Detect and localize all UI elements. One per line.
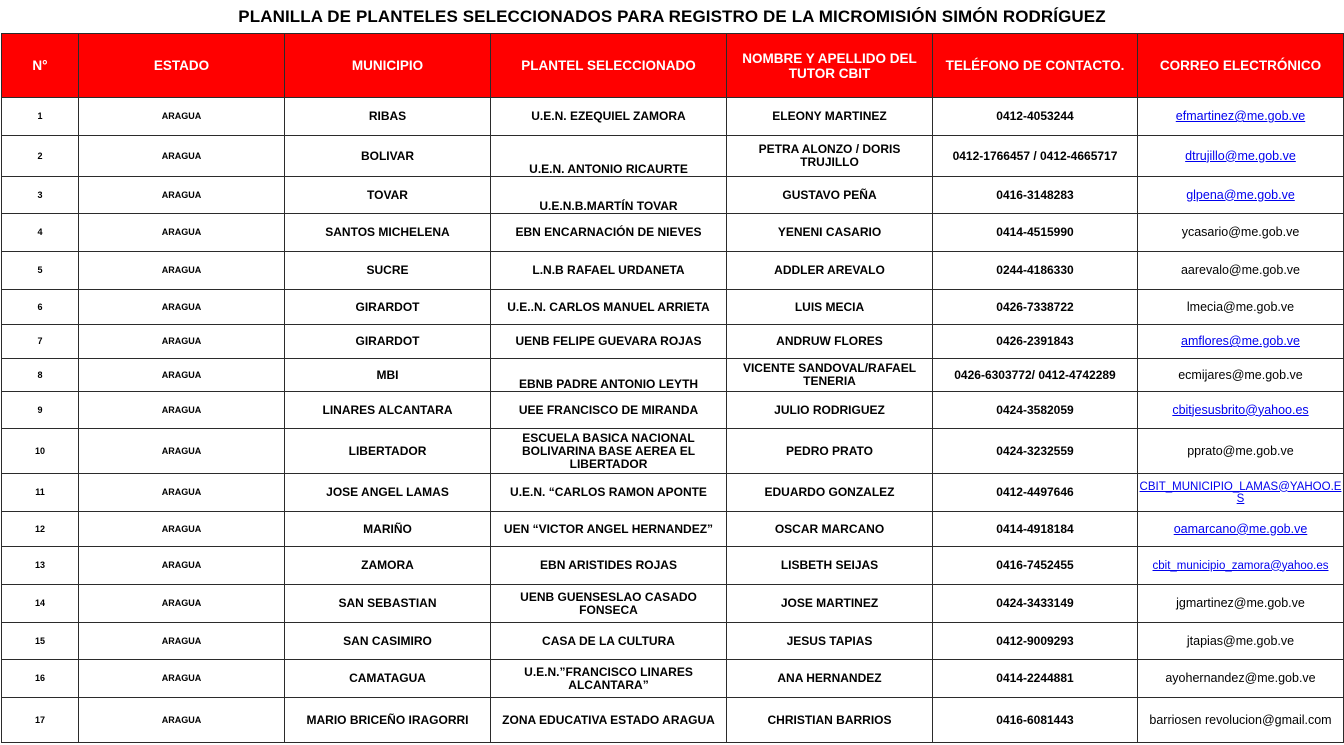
row-tutor: ELEONY MARTINEZ xyxy=(727,98,933,136)
row-municipio: MARIO BRICEÑO IRAGORRI xyxy=(285,698,491,743)
row-tutor: GUSTAVO PEÑA xyxy=(727,177,933,214)
row-telefono: 0416-6081443 xyxy=(933,698,1138,743)
row-telefono: 0426-6303772/ 0412-4742289 xyxy=(933,359,1138,392)
row-telefono: 0424-3433149 xyxy=(933,585,1138,623)
row-estado: ARAGUA xyxy=(79,623,285,660)
table-row xyxy=(2,585,1344,623)
row-num: 11 xyxy=(2,474,79,512)
row-plantel: CASA DE LA CULTURA xyxy=(491,623,727,660)
table-row xyxy=(2,429,1344,474)
row-municipio: GIRARDOT xyxy=(285,325,491,359)
row-plantel: U.E.N.”FRANCISCO LINARES ALCANTARA” xyxy=(491,660,727,698)
row-num: 9 xyxy=(2,392,79,429)
row-tutor: ANA HERNANDEZ xyxy=(727,660,933,698)
row-num: 5 xyxy=(2,252,79,290)
row-num: 4 xyxy=(2,214,79,252)
row-plantel: UENB FELIPE GUEVARA ROJAS xyxy=(491,325,727,359)
row-plantel: EBN ARISTIDES ROJAS xyxy=(491,547,727,585)
row-estado: ARAGUA xyxy=(79,214,285,252)
row-estado: ARAGUA xyxy=(79,512,285,547)
row-municipio: LINARES ALCANTARA xyxy=(285,392,491,429)
row-plantel: ESCUELA BASICA NACIONAL BOLIVARINA BASE AEREA EL LIBERTADOR xyxy=(491,429,727,474)
planteles-table xyxy=(1,33,1344,743)
row-num: 16 xyxy=(2,660,79,698)
table-row xyxy=(2,98,1344,136)
row-tutor: EDUARDO GONZALEZ xyxy=(727,474,933,512)
row-estado: ARAGUA xyxy=(79,660,285,698)
row-tutor: YENENI CASARIO xyxy=(727,214,933,252)
row-num: 15 xyxy=(2,623,79,660)
row-correo: ecmijares@me.gob.ve xyxy=(1138,359,1344,392)
row-municipio: GIRARDOT xyxy=(285,290,491,325)
row-tutor: JULIO RODRIGUEZ xyxy=(727,392,933,429)
table-row xyxy=(2,512,1344,547)
header-telefono: TELÉFONO DE CONTACTO. xyxy=(933,34,1138,98)
row-telefono: 0426-7338722 xyxy=(933,290,1138,325)
table-row xyxy=(2,547,1344,585)
row-telefono: 0414-4515990 xyxy=(933,214,1138,252)
row-tutor: OSCAR MARCANO xyxy=(727,512,933,547)
row-tutor: ADDLER AREVALO xyxy=(727,252,933,290)
row-num: 10 xyxy=(2,429,79,474)
row-estado: ARAGUA xyxy=(79,136,285,177)
row-plantel: ZONA EDUCATIVA ESTADO ARAGUA xyxy=(491,698,727,743)
row-plantel: UENB GUENSESLAO CASADO FONSECA xyxy=(491,585,727,623)
row-municipio: ZAMORA xyxy=(285,547,491,585)
row-correo-link[interactable]: cbitjesusbrito@yahoo.es xyxy=(1138,392,1344,429)
row-municipio: MARIÑO xyxy=(285,512,491,547)
table-row xyxy=(2,214,1344,252)
table-row xyxy=(2,474,1344,512)
row-telefono: 0424-3582059 xyxy=(933,392,1138,429)
row-correo-link[interactable]: oamarcano@me.gob.ve xyxy=(1138,512,1344,547)
row-plantel: U.E..N. CARLOS MANUEL ARRIETA xyxy=(491,290,727,325)
row-estado: ARAGUA xyxy=(79,359,285,392)
row-tutor: VICENTE SANDOVAL/RAFAEL TENERIA xyxy=(727,359,933,392)
header-plantel: PLANTEL SELECCIONADO xyxy=(491,34,727,98)
row-tutor: ANDRUW FLORES xyxy=(727,325,933,359)
header-estado: ESTADO xyxy=(79,34,285,98)
row-estado: ARAGUA xyxy=(79,547,285,585)
row-plantel: U.E.N.B.MARTÍN TOVAR xyxy=(491,177,727,214)
row-num: 3 xyxy=(2,177,79,214)
row-telefono: 0412-4053244 xyxy=(933,98,1138,136)
table-row xyxy=(2,136,1344,177)
row-telefono: 0424-3232559 xyxy=(933,429,1138,474)
row-correo-link[interactable]: amflores@me.gob.ve xyxy=(1138,325,1344,359)
table-row xyxy=(2,325,1344,359)
row-plantel: UEN “VICTOR ANGEL HERNANDEZ” xyxy=(491,512,727,547)
row-estado: ARAGUA xyxy=(79,325,285,359)
row-municipio: BOLIVAR xyxy=(285,136,491,177)
row-correo: pprato@me.gob.ve xyxy=(1138,429,1344,474)
row-num: 17 xyxy=(2,698,79,743)
row-plantel: EBN ENCARNACIÓN DE NIEVES xyxy=(491,214,727,252)
row-municipio: SANTOS MICHELENA xyxy=(285,214,491,252)
table-row xyxy=(2,359,1344,392)
table-header-row xyxy=(2,34,1344,98)
row-plantel: U.E.N. “CARLOS RAMON APONTE xyxy=(491,474,727,512)
table-row xyxy=(2,252,1344,290)
row-correo: jtapias@me.gob.ve xyxy=(1138,623,1344,660)
row-tutor: PETRA ALONZO / DORIS TRUJILLO xyxy=(727,136,933,177)
row-tutor: JESUS TAPIAS xyxy=(727,623,933,660)
row-correo-link[interactable]: cbit_municipio_zamora@yahoo.es xyxy=(1138,547,1344,585)
row-estado: ARAGUA xyxy=(79,474,285,512)
row-municipio: TOVAR xyxy=(285,177,491,214)
row-correo: ayohernandez@me.gob.ve xyxy=(1138,660,1344,698)
row-plantel: U.E.N. ANTONIO RICAURTE xyxy=(491,136,727,177)
row-municipio: JOSE ANGEL LAMAS xyxy=(285,474,491,512)
header-tutor: NOMBRE Y APELLIDO DEL TUTOR CBIT xyxy=(727,34,933,98)
table-row xyxy=(2,660,1344,698)
row-tutor: LISBETH SEIJAS xyxy=(727,547,933,585)
header-correo: CORREO ELECTRÓNICO xyxy=(1138,34,1344,98)
row-estado: ARAGUA xyxy=(79,429,285,474)
row-telefono: 0412-9009293 xyxy=(933,623,1138,660)
row-estado: ARAGUA xyxy=(79,252,285,290)
header-num: N° xyxy=(2,34,79,98)
row-municipio: SUCRE xyxy=(285,252,491,290)
row-estado: ARAGUA xyxy=(79,585,285,623)
row-correo-link[interactable]: efmartinez@me.gob.ve xyxy=(1138,98,1344,136)
row-estado: ARAGUA xyxy=(79,392,285,429)
row-num: 8 xyxy=(2,359,79,392)
row-correo: barriosen revolucion@gmail.com xyxy=(1138,698,1344,743)
row-municipio: MBI xyxy=(285,359,491,392)
row-telefono: 0426-2391843 xyxy=(933,325,1138,359)
row-municipio: SAN SEBASTIAN xyxy=(285,585,491,623)
row-telefono: 0414-4918184 xyxy=(933,512,1138,547)
table-row xyxy=(2,290,1344,325)
row-num: 7 xyxy=(2,325,79,359)
row-telefono: 0412-4497646 xyxy=(933,474,1138,512)
table-row xyxy=(2,698,1344,743)
row-num: 1 xyxy=(2,98,79,136)
row-estado: ARAGUA xyxy=(79,177,285,214)
table-row xyxy=(2,623,1344,660)
row-municipio: CAMATAGUA xyxy=(285,660,491,698)
row-correo: ycasario@me.gob.ve xyxy=(1138,214,1344,252)
row-tutor: CHRISTIAN BARRIOS xyxy=(727,698,933,743)
row-plantel: UEE FRANCISCO DE MIRANDA xyxy=(491,392,727,429)
row-telefono: 0244-4186330 xyxy=(933,252,1138,290)
row-correo-link[interactable]: glpena@me.gob.ve xyxy=(1138,177,1344,214)
row-estado: ARAGUA xyxy=(79,698,285,743)
document-title: PLANILLA DE PLANTELES SELECCIONADOS PARA REGISTRO DE LA MICROMISIÓN SIMÓN RODRÍGUEZ xyxy=(238,7,1106,26)
row-municipio: RIBAS xyxy=(285,98,491,136)
row-municipio: SAN CASIMIRO xyxy=(285,623,491,660)
row-num: 12 xyxy=(2,512,79,547)
row-num: 6 xyxy=(2,290,79,325)
row-plantel: U.E.N. EZEQUIEL ZAMORA xyxy=(491,98,727,136)
table-row xyxy=(2,392,1344,429)
row-estado: ARAGUA xyxy=(79,290,285,325)
row-correo: aarevalo@me.gob.ve xyxy=(1138,252,1344,290)
row-correo: jgmartinez@me.gob.ve xyxy=(1138,585,1344,623)
row-correo-link[interactable]: dtrujillo@me.gob.ve xyxy=(1138,136,1344,177)
row-telefono: 0416-7452455 xyxy=(933,547,1138,585)
row-correo: lmecia@me.gob.ve xyxy=(1138,290,1344,325)
row-plantel: L.N.B RAFAEL URDANETA xyxy=(491,252,727,290)
row-num: 14 xyxy=(2,585,79,623)
row-municipio: LIBERTADOR xyxy=(285,429,491,474)
row-tutor: PEDRO PRATO xyxy=(727,429,933,474)
row-correo-link[interactable]: CBIT_MUNICIPIO_LAMAS@YAHOO.ES xyxy=(1138,474,1344,512)
header-municipio: MUNICIPIO xyxy=(285,34,491,98)
row-plantel: EBNB PADRE ANTONIO LEYTH xyxy=(491,359,727,392)
row-estado: ARAGUA xyxy=(79,98,285,136)
table-row xyxy=(2,177,1344,214)
row-telefono: 0414-2244881 xyxy=(933,660,1138,698)
row-tutor: JOSE MARTINEZ xyxy=(727,585,933,623)
row-telefono: 0416-3148283 xyxy=(933,177,1138,214)
row-tutor: LUIS MECIA xyxy=(727,290,933,325)
row-num: 13 xyxy=(2,547,79,585)
row-telefono: 0412-1766457 / 0412-4665717 xyxy=(933,136,1138,177)
row-num: 2 xyxy=(2,136,79,177)
